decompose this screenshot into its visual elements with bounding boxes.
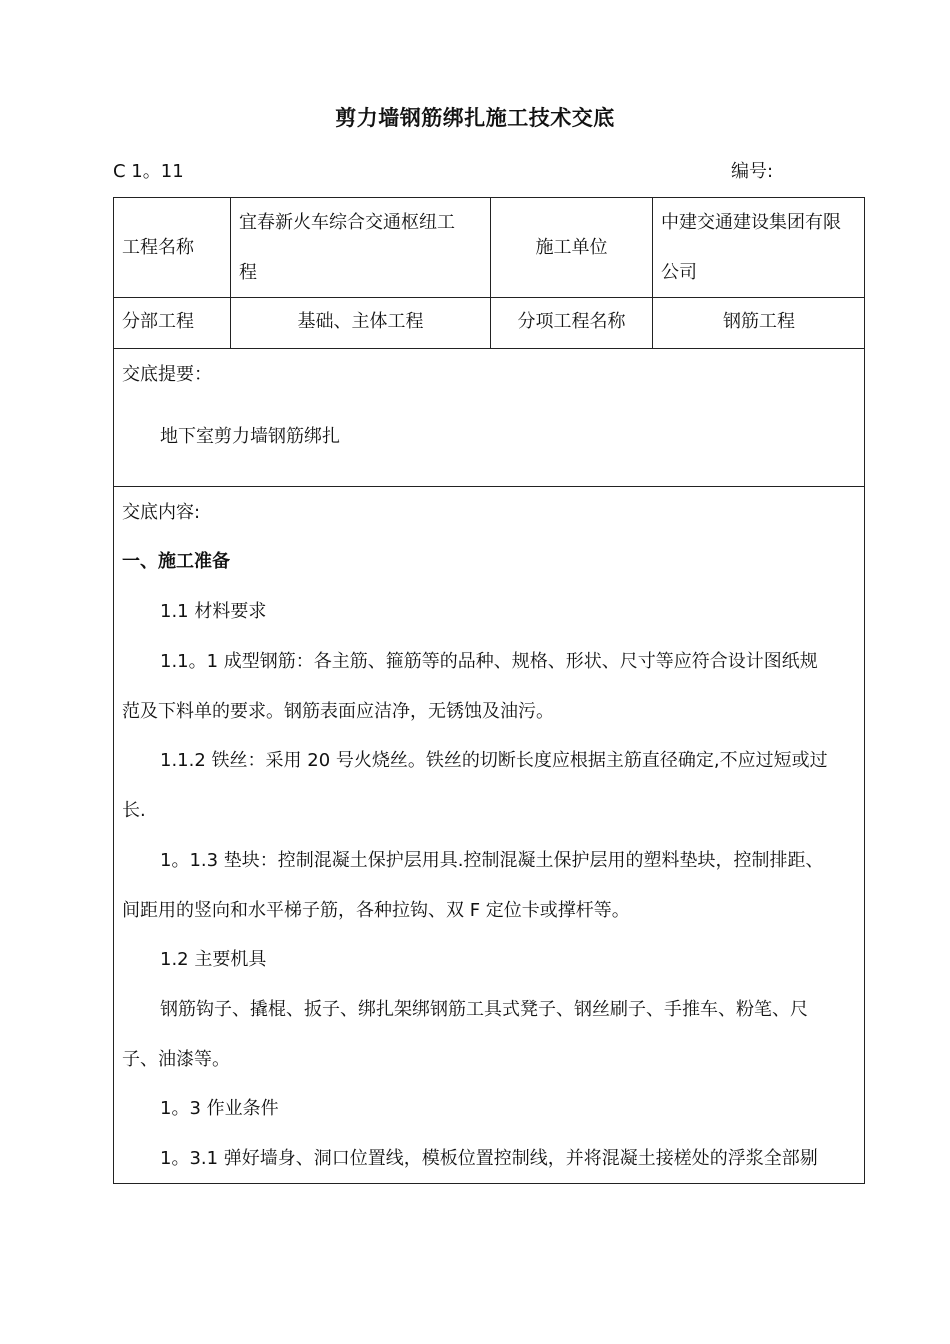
subdivision-value: 钢筋工程 [723,311,795,332]
paragraph-line: 1.1.2 铁丝：采用 20 号火烧丝。铁丝的切断长度应根据主筋直径确定,不应过短或过 [160,750,828,771]
document-title: 剪力墙钢筋绑扎施工技术交底 [335,106,615,130]
paragraph-line: 间距用的竖向和水平梯子筋，各种拉钩、双 F 定位卡或撑杆等。 [122,900,630,921]
contractor-label: 施工单位 [535,237,608,258]
summary-label: 交底提要： [122,364,212,385]
disclosure-form [113,197,865,1184]
summary-text: 地下室剪力墙钢筋绑扎 [160,426,340,447]
subsection-heading: 1.1 材料要求 [160,601,267,622]
paragraph-line: 长. [122,800,146,821]
paragraph-line: 1.1。1 成型钢筋：各主筋、箍筋等的品种、规格、形状、尺寸等应符合设计图纸规 [160,651,818,672]
subsection-heading: 1.2 主要机具 [160,949,267,970]
division-label: 分部工程 [122,311,194,332]
table-rule [114,348,864,349]
project-name-value [231,198,490,297]
subsection-heading: 1。3 作业条件 [160,1098,279,1119]
paragraph-line: 钢筋钩子、撬棍、扳子、绑扎架绑钢筋工具式凳子、钢丝刷子、手推车、粉笔、尺 [160,999,808,1020]
paragraph-line: 1。1.3 垫块：控制混凝土保护层用具.控制混凝土保护层用的塑料垫块，控制排距、 [160,850,824,871]
table-rule [114,486,864,487]
subdivision-label: 分项工程名称 [517,311,626,332]
project-name-line: 宜春新火车综合交通枢纽工 [239,212,455,233]
content-label: 交底内容: [122,502,201,523]
contractor-line: 公司 [661,262,697,283]
contractor-value [653,198,865,297]
project-name-line: 程 [239,262,257,283]
division-value: 基础、主体工程 [297,311,424,332]
document-code: C 1。11 [113,161,184,182]
paragraph-line: 范及下料单的要求。钢筋表面应洁净，无锈蚀及油污。 [122,701,554,722]
contractor-line: 中建交通建设集团有限 [661,212,841,233]
document-number-label: 编号: [731,161,774,182]
paragraph-line: 子、油漆等。 [122,1049,230,1070]
paragraph-line: 1。3.1 弹好墙身、洞口位置线，模板位置控制线，并将混凝土接槎处的浮浆全部剔 [160,1148,818,1169]
project-name-label: 工程名称 [122,237,194,258]
section-heading: 一、施工准备 [122,551,230,572]
